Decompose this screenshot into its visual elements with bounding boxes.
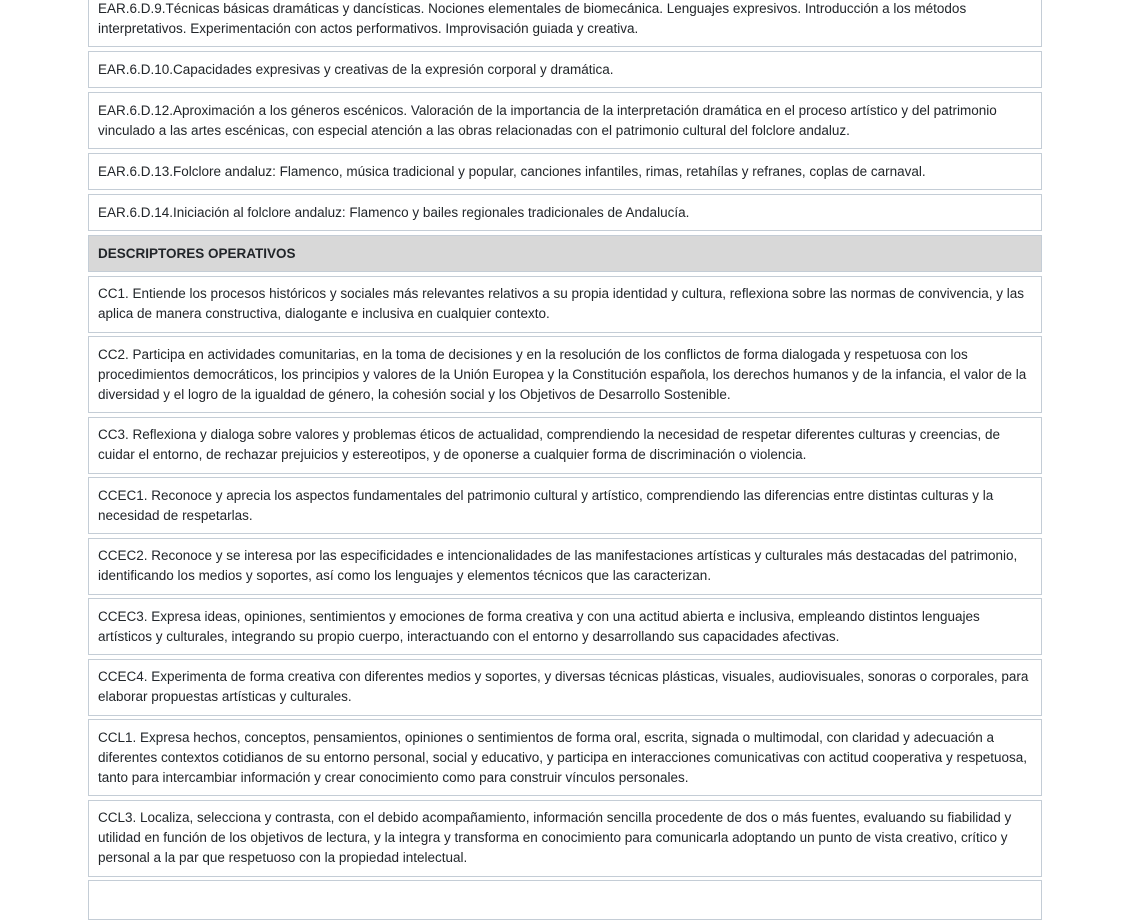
row-ear-6-d-10: EAR.6.D.10.Capacidades expresivas y creativas de la expresión corporal y dramática. — [88, 51, 1042, 88]
row-cc3: CC3. Reflexiona y dialoga sobre valores y problemas éticos de actualidad, comprendiendo la necesidad de respetar diferentes culturas y creencias, de cuidar el entorno, de rechazar prejuicios y estereotipos, y de oponerse a cualquier forma de discriminación o violencia. — [88, 417, 1042, 474]
curriculum-table — [88, 0, 1042, 920]
row-ccec1: CCEC1. Reconoce y aprecia los aspectos fundamentales del patrimonio cultural y artístico, comprendiendo las diferencias entre distintas culturas y la necesidad de respetarlas. — [88, 477, 1042, 534]
row-cc2: CC2. Participa en actividades comunitarias, en la toma de decisiones y en la resolución de los conflictos de forma dialogada y respetuosa con los procedimientos democráticos, los principios y valores de la Unión Europea y la Constitución española, los derechos humanos y de la infancia, el valor de la diversidad y el logro de la igualdad de género, la cohesión social y los Objetivos de Desarrollo Sostenible. — [88, 336, 1042, 413]
row-ccl1: CCL1. Expresa hechos, conceptos, pensamientos, opiniones o sentimientos de forma oral, escrita, signada o multimodal, con claridad y adecuación a diferentes contextos cotidianos de su entorno personal, social y educativo, y participa en interacciones comunicativas con actitud cooperativa y respetuosa, tanto para intercambiar información y crear conocimiento como para construir vínculos personales. — [88, 719, 1042, 796]
table-row-partial — [88, 880, 1042, 920]
row-ear-6-d-9: EAR.6.D.9.Técnicas básicas dramáticas y dancísticas. Nociones elementales de biomecánica. Lenguajes expresivos. Introducción a los métodos interpretativos. Experimentación con actos performativos. Improvisación guiada y creativa. — [88, 0, 1042, 47]
row-ccec4: CCEC4. Experimenta de forma creativa con diferentes medios y soportes, y diversas técnicas plásticas, visuales, audiovisuales, sonoras o corporales, para elaborar propuestas artísticas y culturales. — [88, 659, 1042, 716]
row-ccl3: CCL3. Localiza, selecciona y contrasta, con el debido acompañamiento, información sencilla procedente de dos o más fuentes, evaluando su fiabilidad y utilidad en función de los objetivos de lectura, y la integra y transforma en conocimiento para comunicarla adoptando un punto de vista creativo, crítico y personal a la par que respetuoso con la propiedad intelectual. — [88, 800, 1042, 877]
row-cc1: CC1. Entiende los procesos históricos y sociales más relevantes relativos a su propia identidad y cultura, reflexiona sobre las normas de convivencia, y las aplica de manera constructiva, dialogante e inclusiva en cualquier contexto. — [88, 276, 1042, 333]
row-ear-6-d-12: EAR.6.D.12.Aproximación a los géneros escénicos. Valoración de la importancia de la interpretación dramática en el proceso artístico y del patrimonio vinculado a las artes escénicas, con especial atención a las obras relacionadas con el patrimonio cultural del folclore andaluz. — [88, 92, 1042, 149]
row-ear-6-d-14: EAR.6.D.14.Iniciación al folclore andaluz: Flamenco y bailes regionales tradicionales de Andalucía. — [88, 194, 1042, 231]
row-ear-6-d-13: EAR.6.D.13.Folclore andaluz: Flamenco, música tradicional y popular, canciones infantiles, rimas, retahílas y refranes, coplas de carnaval. — [88, 153, 1042, 190]
row-ccec3: CCEC3. Expresa ideas, opiniones, sentimientos y emociones de forma creativa y con una actitud abierta e inclusiva, empleando distintos lenguajes artísticos y culturales, integrando su propio cuerpo, interactuando con el entorno y desarrollando sus capacidades afectivas. — [88, 598, 1042, 655]
section-header-descriptores-operativos: DESCRIPTORES OPERATIVOS — [88, 235, 1042, 272]
row-ccec2: CCEC2. Reconoce y se interesa por las especificidades e intencionalidades de las manifestaciones artísticas y culturales más destacadas del patrimonio, identificando los medios y soportes, así como los lenguajes y elementos técnicos que las caracterizan. — [88, 538, 1042, 595]
